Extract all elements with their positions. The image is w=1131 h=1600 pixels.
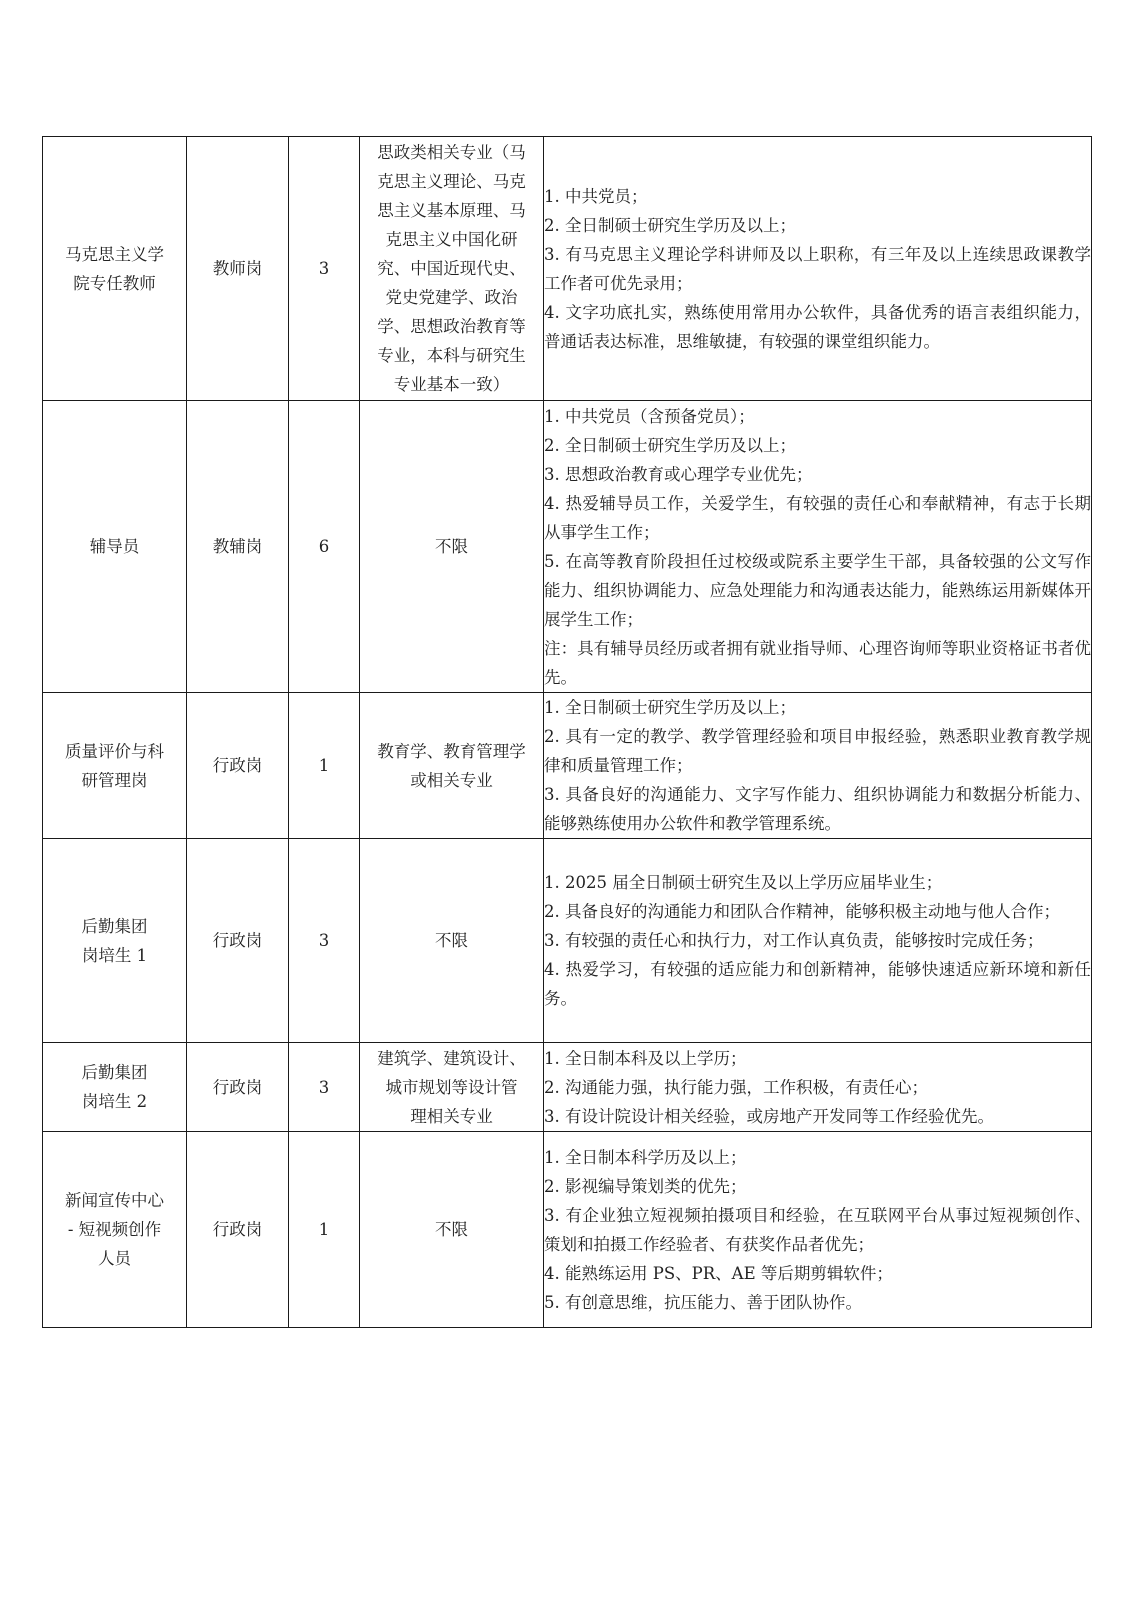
cell-line: 理相关专业	[410, 1106, 493, 1126]
major-cell	[360, 401, 544, 693]
cell-line: 建筑学、建筑设计、	[377, 1048, 526, 1068]
requirement-item: 3. 有企业独立短视频拍摄项目和经验，在互联网平台从事过短视频创作、策划和拍摄工作经验者、有获奖作品者优先；	[544, 1205, 1091, 1254]
requirements-cell	[544, 137, 1092, 401]
requirement-item: 2. 全日制硕士研究生学历及以上；	[544, 435, 796, 455]
position-type-cell: 行政岗	[187, 1043, 289, 1132]
requirement-item: 2. 全日制硕士研究生学历及以上；	[544, 215, 796, 235]
requirement-item: 3. 有马克思主义理论学科讲师及以上职称，有三年及以上连续思政课教学工作者可优先录用；	[544, 244, 1091, 293]
position-name-cell	[43, 839, 187, 1043]
headcount-cell: 3	[289, 839, 360, 1043]
major-cell	[360, 1132, 544, 1328]
cell-line: 后勤集团	[81, 916, 148, 936]
cell-line: 质量评价与科	[65, 741, 164, 761]
requirement-item: 4. 能熟练运用 PS、PR、AE 等后期剪辑软件；	[544, 1263, 893, 1283]
requirements-cell	[544, 1043, 1092, 1132]
requirement-item: 2. 影视编导策划类的优先；	[544, 1176, 747, 1196]
cell-line: 不限	[435, 1220, 468, 1239]
position-type-cell: 行政岗	[187, 693, 289, 839]
requirement-item: 1. 中共党员；	[544, 186, 648, 206]
cell-line: 院专任教师	[73, 273, 156, 293]
headcount-cell: 3	[289, 137, 360, 401]
requirement-item: 注：具有辅导员经历或者拥有就业指导师、心理咨询师等职业资格证书者优先。	[544, 638, 1091, 687]
headcount-cell: 6	[289, 401, 360, 693]
requirement-item: 2. 沟通能力强，执行能力强，工作积极，有责任心；	[544, 1077, 928, 1097]
table-row	[43, 693, 1092, 839]
position-name-cell	[43, 401, 187, 693]
requirement-item: 3. 有设计院设计相关经验，或房地产开发同等工作经验优先。	[544, 1106, 994, 1126]
position-type-cell: 行政岗	[187, 1132, 289, 1328]
position-type-cell: 教师岗	[187, 137, 289, 401]
cell-line: 马克思主义学	[65, 244, 164, 264]
requirements-cell	[544, 693, 1092, 839]
requirement-item: 4. 热爱辅导员工作，关爱学生，有较强的责任心和奉献精神，有志于长期从事学生工作；	[544, 493, 1091, 542]
position-name-cell	[43, 1043, 187, 1132]
cell-line: 不限	[435, 537, 468, 556]
cell-line: 研管理岗	[81, 770, 148, 790]
requirement-item: 1. 全日制本科及以上学历；	[544, 1048, 747, 1068]
requirement-item: 1. 中共党员（含预备党员）；	[544, 406, 755, 426]
table-row	[43, 839, 1092, 1043]
position-name-cell	[43, 1132, 187, 1328]
cell-line: 岗培生 1	[81, 945, 148, 965]
cell-line: 专业基本一致）	[393, 375, 510, 394]
requirement-item: 2. 具有一定的教学、教学管理经验和项目申报经验，熟悉职业教育教学规律和质量管理工作；	[544, 727, 1091, 775]
requirement-item: 3. 有较强的责任心和执行力，对工作认真负责，能够按时完成任务；	[544, 931, 1044, 950]
cell-line: 学、思想政治教育等	[377, 317, 526, 336]
requirement-item: 1. 2025 届全日制硕士研究生及以上学历应届毕业生；	[544, 873, 943, 892]
cell-line: 辅导员	[89, 537, 140, 556]
headcount-cell: 3	[289, 1043, 360, 1132]
table-body	[43, 137, 1092, 1328]
requirements-cell	[544, 1132, 1092, 1328]
requirement-item: 5. 在高等教育阶段担任过校级或院系主要学生干部，具备较强的公文写作能力、组织协调能力、应急处理能力和沟通表达能力，能熟练运用新媒体开展学生工作；	[544, 551, 1091, 629]
major-cell	[360, 137, 544, 401]
requirement-item: 1. 全日制本科学历及以上；	[544, 1147, 747, 1167]
cell-line: 或相关专业	[410, 770, 493, 790]
cell-line: 人员	[98, 1249, 131, 1268]
table-row	[43, 1132, 1092, 1328]
requirement-item: 5. 有创意思维，抗压能力、善于团队协作。	[544, 1292, 862, 1312]
cell-line: 岗培生 2	[81, 1092, 148, 1111]
cell-line: 思主义基本原理、马	[377, 201, 526, 220]
requirements-cell	[544, 401, 1092, 693]
cell-line: 不限	[435, 931, 468, 950]
requirement-item: 4. 热爱学习，有较强的适应能力和创新精神，能够快速适应新环境和新任务。	[544, 960, 1091, 1008]
major-cell	[360, 839, 544, 1043]
cell-line: 究、中国近现代史、	[377, 259, 526, 278]
cell-line: 城市规划等设计管	[385, 1077, 518, 1097]
requirement-item: 2. 具备良好的沟通能力和团队合作精神，能够积极主动地与他人合作；	[544, 902, 1060, 921]
table-row	[43, 137, 1092, 401]
job-requirements-table	[42, 136, 1092, 1328]
cell-line: 新闻宣传中心	[65, 1191, 164, 1210]
cell-line: 党史党建学、政治	[385, 288, 518, 307]
cell-line: 专业，本科与研究生	[377, 346, 526, 365]
requirement-item: 3. 思想政治教育或心理学专业优先；	[544, 464, 813, 484]
cell-line: - 短视频创作	[67, 1220, 162, 1239]
cell-line: 克思主义理论、马克	[377, 172, 526, 191]
cell-line: 克思主义中国化研	[385, 230, 518, 249]
cell-line: 思政类相关专业（马	[377, 143, 526, 162]
major-cell	[360, 1043, 544, 1132]
position-type-cell: 行政岗	[187, 839, 289, 1043]
position-name-cell	[43, 137, 187, 401]
requirement-item: 1. 全日制硕士研究生学历及以上；	[544, 698, 796, 717]
major-cell	[360, 693, 544, 839]
table-row	[43, 1043, 1092, 1132]
requirement-item: 4. 文字功底扎实，熟练使用常用办公软件，具备优秀的语言表组织能力，普通话表达标准，思维敏捷，有较强的课堂组织能力。	[544, 302, 1091, 351]
position-name-cell	[43, 693, 187, 839]
requirements-cell	[544, 839, 1092, 1043]
requirement-item: 3. 具备良好的沟通能力、文字写作能力、组织协调能力和数据分析能力、能够熟练使用办公软件和教学管理系统。	[544, 785, 1091, 833]
cell-line: 后勤集团	[81, 1063, 148, 1082]
table-row	[43, 401, 1092, 693]
cell-line: 教育学、教育管理学	[377, 741, 526, 761]
headcount-cell: 1	[289, 693, 360, 839]
headcount-cell: 1	[289, 1132, 360, 1328]
position-type-cell: 教辅岗	[187, 401, 289, 693]
